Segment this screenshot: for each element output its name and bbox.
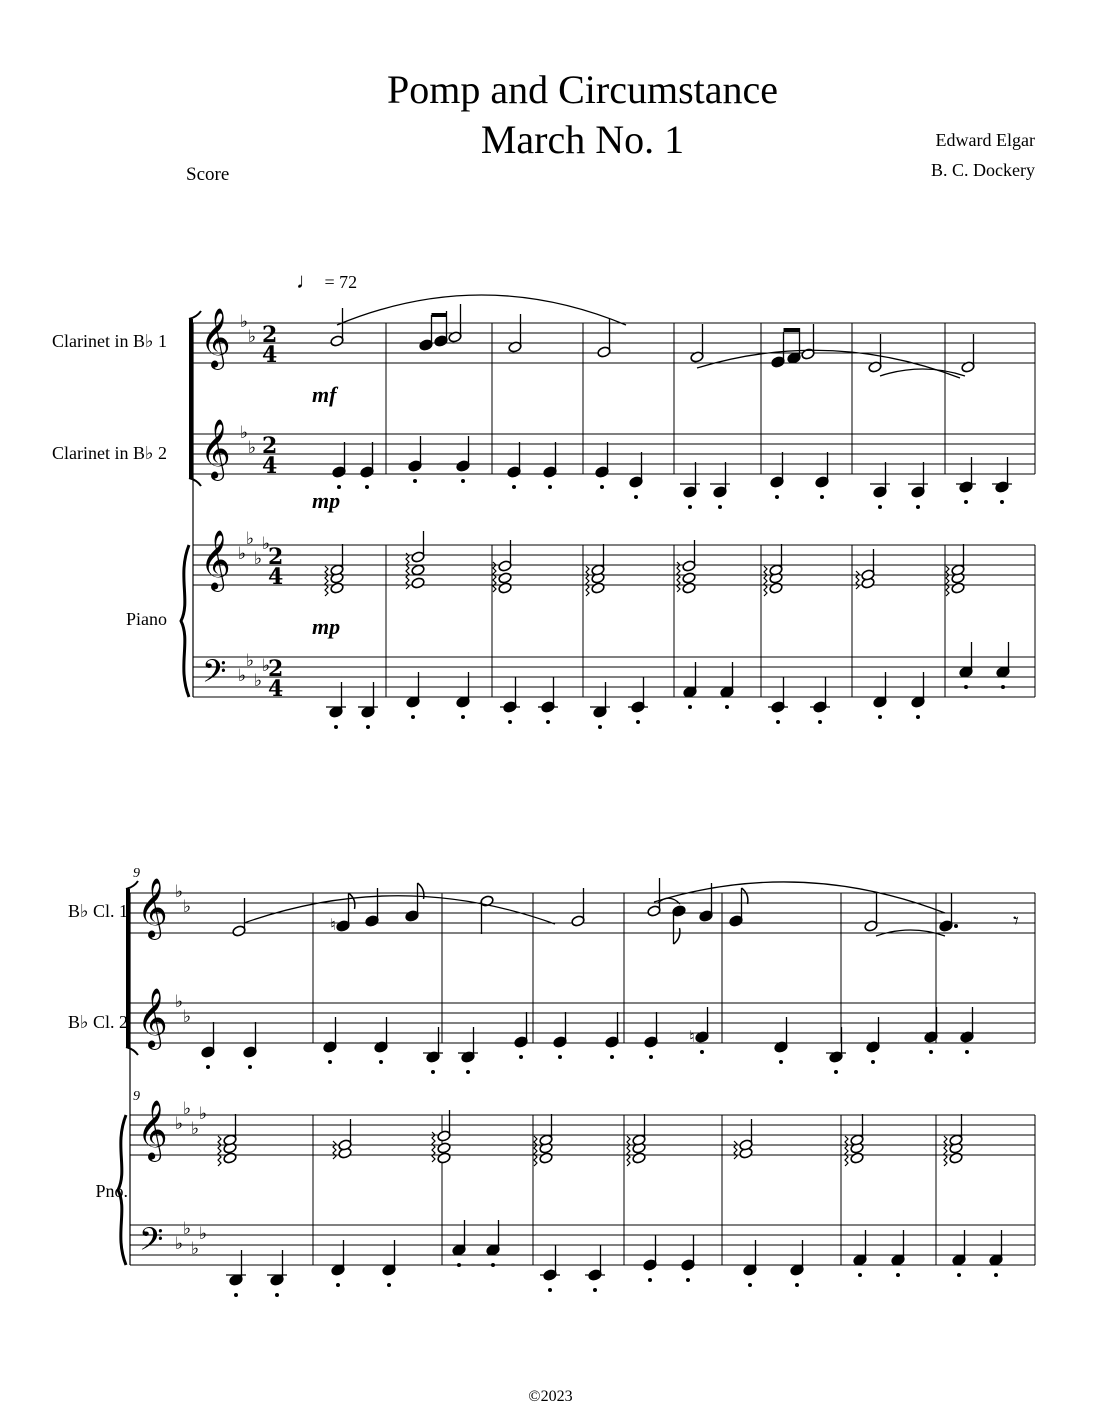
flat-sign-icon: ♭ bbox=[238, 544, 247, 564]
eighth-rest-icon: 𝄾 bbox=[1013, 909, 1019, 934]
staccato-dot bbox=[387, 1283, 391, 1287]
staccato-dot bbox=[929, 1050, 933, 1054]
staccato-dot bbox=[610, 1055, 614, 1059]
staccato-dot bbox=[512, 485, 516, 489]
instrument-label-clarinet-1-short: B♭ Cl. 1 bbox=[67, 901, 128, 921]
time-signature-top: 2 bbox=[262, 322, 278, 348]
staccato-dot bbox=[834, 1070, 838, 1074]
phrase-slur bbox=[244, 896, 555, 924]
natural-sign-icon: ♮ bbox=[330, 915, 336, 934]
staccato-dot bbox=[461, 479, 465, 483]
piano-brace bbox=[118, 1115, 126, 1265]
flat-sign-icon: ♭ bbox=[183, 897, 192, 917]
chord-note-head bbox=[951, 582, 965, 594]
chord-note-head bbox=[498, 572, 512, 584]
chord-note-head bbox=[330, 582, 344, 594]
staccato-dot bbox=[688, 505, 692, 509]
flat-sign-icon: ♭ bbox=[183, 1007, 192, 1027]
arpeggio-icon bbox=[734, 1141, 737, 1159]
staccato-dot bbox=[700, 1050, 704, 1054]
arpeggio-icon bbox=[856, 571, 859, 589]
staccato-dot bbox=[598, 725, 602, 729]
eighth-flag bbox=[349, 893, 355, 909]
arpeggio-icon bbox=[627, 1136, 630, 1166]
phrase-slur bbox=[654, 882, 945, 913]
flat-sign-icon: ♭ bbox=[199, 1224, 208, 1244]
arpeggio-icon bbox=[406, 553, 409, 589]
staccato-dot bbox=[1001, 685, 1005, 689]
staccato-dot bbox=[491, 1263, 495, 1267]
staccato-dot bbox=[964, 500, 968, 504]
staccato-dot bbox=[336, 1283, 340, 1287]
arpeggio-icon bbox=[325, 566, 328, 596]
flat-sign-icon: ♭ bbox=[175, 1114, 184, 1134]
flat-sign-icon: ♭ bbox=[240, 423, 249, 443]
chord-note-head bbox=[437, 1142, 451, 1154]
staccato-dot bbox=[878, 505, 882, 509]
time-signature-top: 2 bbox=[268, 544, 284, 570]
flat-sign-icon: ♭ bbox=[262, 534, 271, 554]
flat-sign-icon: ♭ bbox=[175, 992, 184, 1012]
flat-sign-icon: ♭ bbox=[254, 549, 263, 569]
flat-sign-icon: ♭ bbox=[199, 1104, 208, 1124]
flat-sign-icon: ♭ bbox=[246, 651, 255, 671]
treble-clef-icon: 𝄞 bbox=[200, 419, 231, 479]
staccato-dot bbox=[748, 1283, 752, 1287]
staccato-dot bbox=[593, 1288, 597, 1292]
chord-note-head bbox=[437, 1152, 451, 1164]
staccato-dot bbox=[965, 1050, 969, 1054]
natural-sign-icon: ♮ bbox=[689, 1027, 695, 1046]
staccato-dot bbox=[957, 1273, 961, 1277]
flat-sign-icon: ♭ bbox=[175, 1234, 184, 1254]
staccato-dot bbox=[248, 1065, 252, 1069]
arpeggio-icon bbox=[432, 1132, 435, 1162]
flat-sign-icon: ♭ bbox=[254, 671, 263, 691]
flat-sign-icon: ♭ bbox=[175, 882, 184, 902]
copyright-notice: ©2023 bbox=[528, 1388, 573, 1405]
arpeggio-icon bbox=[586, 566, 589, 596]
staccato-dot bbox=[548, 1288, 552, 1292]
staccato-dot bbox=[648, 1278, 652, 1282]
chord-note-head bbox=[769, 582, 783, 594]
staccato-dot bbox=[916, 505, 920, 509]
treble-clef-icon: 𝄞 bbox=[137, 988, 168, 1048]
chord-note-head bbox=[498, 582, 512, 594]
eighth-flag bbox=[742, 888, 748, 904]
title-line-1: Pomp and Circumstance bbox=[386, 67, 779, 112]
tempo-bpm: 72 bbox=[339, 272, 358, 292]
staccato-dot bbox=[379, 1060, 383, 1064]
arpeggio-icon bbox=[764, 566, 767, 596]
staccato-dot bbox=[548, 485, 552, 489]
time-signature-bottom: 4 bbox=[268, 564, 284, 590]
dynamic-clarinet-1: mf bbox=[312, 382, 337, 407]
time-signature-top: 2 bbox=[268, 656, 284, 682]
piano-brace bbox=[181, 545, 189, 697]
staccato-dot bbox=[461, 715, 465, 719]
staccato-dot bbox=[776, 720, 780, 724]
staccato-dot bbox=[366, 725, 370, 729]
staccato-dot bbox=[878, 715, 882, 719]
staccato-dot bbox=[820, 495, 824, 499]
score-label: Score bbox=[186, 164, 230, 185]
staccato-dot bbox=[365, 485, 369, 489]
staccato-dot bbox=[600, 485, 604, 489]
chord-note-head bbox=[411, 564, 425, 576]
staccato-dot bbox=[954, 924, 958, 928]
phrase-slur bbox=[337, 295, 626, 325]
bracket-hook bbox=[126, 1047, 138, 1055]
staccato-dot bbox=[275, 1293, 279, 1297]
staccato-dot bbox=[964, 685, 968, 689]
flat-sign-icon: ♭ bbox=[183, 1219, 192, 1239]
arpeggio-icon bbox=[493, 562, 496, 592]
dynamic-piano: mp bbox=[312, 614, 341, 639]
treble-clef-icon: 𝄞 bbox=[200, 308, 231, 368]
staccato-dot bbox=[858, 1273, 862, 1277]
time-signature-bottom: 4 bbox=[262, 453, 278, 479]
chord-note-head bbox=[591, 582, 605, 594]
staccato-dot bbox=[206, 1065, 210, 1069]
chord-note-head bbox=[411, 577, 425, 589]
staccato-dot bbox=[431, 1070, 435, 1074]
instrument-label-clarinet-2: Clarinet in B♭ 2 bbox=[52, 443, 167, 463]
arpeggio-icon bbox=[333, 1141, 336, 1159]
staccato-dot bbox=[413, 479, 417, 483]
instrument-label-piano-short: Pno. bbox=[95, 1181, 128, 1201]
staccato-dot bbox=[795, 1283, 799, 1287]
arpeggio-icon bbox=[946, 566, 949, 596]
staccato-dot bbox=[634, 495, 638, 499]
staccato-dot bbox=[916, 715, 920, 719]
chord-note-head bbox=[682, 582, 696, 594]
treble-clef-icon: 𝄞 bbox=[137, 1100, 168, 1160]
flat-sign-icon: ♭ bbox=[246, 529, 255, 549]
phrase-slur bbox=[697, 350, 960, 378]
chord-note-head bbox=[949, 1152, 963, 1164]
time-signature-top: 2 bbox=[262, 433, 278, 459]
staccato-dot bbox=[636, 720, 640, 724]
flat-sign-icon: ♭ bbox=[248, 438, 257, 458]
staccato-dot bbox=[818, 720, 822, 724]
flat-sign-icon: ♭ bbox=[262, 656, 271, 676]
composer-credit: Edward Elgar bbox=[935, 130, 1035, 150]
arpeggio-icon bbox=[944, 1136, 947, 1166]
staccato-dot bbox=[725, 705, 729, 709]
instrument-label-piano: Piano bbox=[125, 609, 167, 629]
staccato-dot bbox=[558, 1055, 562, 1059]
staccato-dot bbox=[1000, 500, 1004, 504]
flat-sign-icon: ♭ bbox=[238, 666, 247, 686]
chord-note-head bbox=[682, 572, 696, 584]
time-signature-bottom: 4 bbox=[262, 342, 278, 368]
flat-sign-icon: ♭ bbox=[191, 1239, 200, 1259]
arpeggio-icon bbox=[677, 562, 680, 592]
measure-number-9-piano: 9 bbox=[133, 1089, 140, 1104]
flat-sign-icon: ♭ bbox=[240, 312, 249, 332]
arpeggio-icon bbox=[534, 1136, 537, 1166]
staccato-dot bbox=[466, 1070, 470, 1074]
instrument-label-clarinet-2-short: B♭ Cl. 2 bbox=[67, 1012, 128, 1032]
staccato-dot bbox=[234, 1293, 238, 1297]
measure-number-9-top: 9 bbox=[133, 866, 140, 881]
bracket-hook bbox=[189, 478, 201, 486]
staccato-dot bbox=[686, 1278, 690, 1282]
treble-clef-icon: 𝄞 bbox=[137, 878, 168, 938]
treble-clef-icon: 𝄞 bbox=[200, 530, 231, 590]
staccato-dot bbox=[871, 1060, 875, 1064]
eighth-flag bbox=[674, 928, 680, 944]
staccato-dot bbox=[334, 725, 338, 729]
staccato-dot bbox=[718, 505, 722, 509]
staccato-dot bbox=[994, 1273, 998, 1277]
tempo-marking: ♩ = 72 bbox=[296, 268, 358, 293]
flat-sign-icon: ♭ bbox=[191, 1119, 200, 1139]
flat-sign-icon: ♭ bbox=[248, 327, 257, 347]
chord-note-head bbox=[850, 1152, 864, 1164]
time-signature-bottom: 4 bbox=[268, 676, 284, 702]
title-line-2: March No. 1 bbox=[480, 117, 685, 162]
staccato-dot bbox=[775, 495, 779, 499]
staccato-dot bbox=[649, 1055, 653, 1059]
staccato-dot bbox=[411, 715, 415, 719]
staccato-dot bbox=[508, 720, 512, 724]
staccato-dot bbox=[328, 1060, 332, 1064]
arpeggio-icon bbox=[218, 1136, 221, 1166]
bass-clef-icon: 𝄢 bbox=[202, 653, 227, 697]
staccato-dot bbox=[519, 1055, 523, 1059]
bass-clef-icon: 𝄢 bbox=[139, 1221, 164, 1265]
staccato-dot bbox=[688, 705, 692, 709]
chord-note-head bbox=[539, 1152, 553, 1164]
staccato-dot bbox=[896, 1273, 900, 1277]
staccato-dot bbox=[457, 1263, 461, 1267]
chord-note-head bbox=[632, 1152, 646, 1164]
instrument-label-clarinet-1: Clarinet in B♭ 1 bbox=[52, 331, 167, 351]
arranger-credit: B. C. Dockery bbox=[931, 160, 1035, 180]
arpeggio-icon bbox=[845, 1136, 848, 1166]
dynamic-clarinet-2: mp bbox=[312, 488, 341, 513]
chord-note-head bbox=[223, 1152, 237, 1164]
staccato-dot bbox=[546, 720, 550, 724]
staccato-dot bbox=[779, 1060, 783, 1064]
flat-sign-icon: ♭ bbox=[183, 1099, 192, 1119]
